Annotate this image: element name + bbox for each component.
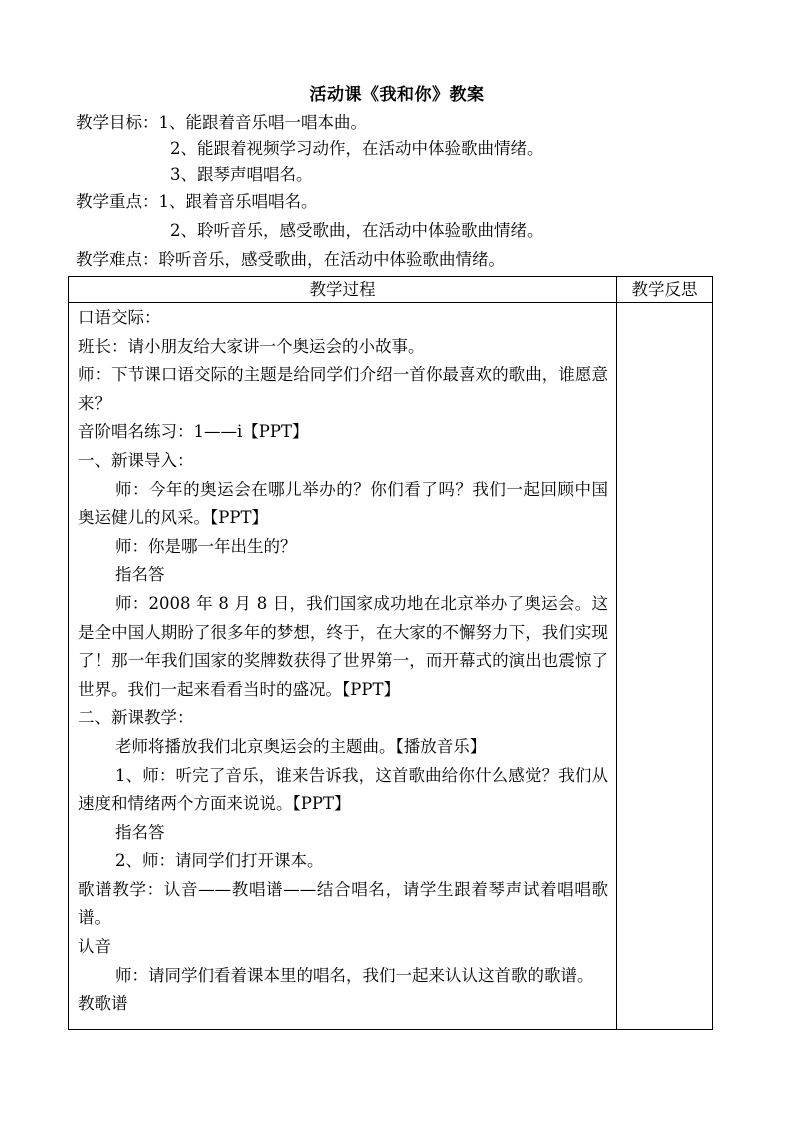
process-cell: [69, 303, 617, 1030]
reflection-cell: [617, 303, 713, 1030]
process-line: 师：今年的奥运会在哪儿举办的？你们看了吗？我们一起回顾中国奥运健儿的风采。【PPT】: [78, 479, 608, 528]
process-line: 师：下节课口语交际的主题是给同学们介绍一首你最喜欢的歌曲，谁愿意来？: [78, 365, 608, 413]
process-line: 一、新课导入：: [78, 450, 194, 470]
process-line: 认音: [78, 937, 111, 957]
header-process: 教学过程: [69, 277, 617, 303]
process-line: 教歌谱: [78, 994, 128, 1014]
table-header-row: [69, 277, 713, 303]
process-line: 指名答: [115, 565, 165, 585]
process-line: 音阶唱名练习：1——i【PPT】: [78, 422, 309, 442]
objective-line: 教学目标：1、能跟着音乐唱一唱本曲。: [76, 113, 367, 132]
process-line: 2、师：请同学们打开课本。: [115, 851, 324, 871]
header-reflection: 教学反思: [617, 277, 713, 303]
process-line: 1、师：听完了音乐，谁来告诉我，这首歌曲给你什么感觉？我们从速度和情绪两个方面来说说。【PPT】: [78, 765, 608, 814]
key-point-line: 教学重点：1、跟着音乐唱唱名。: [76, 192, 318, 211]
document-title: 活动课《我和你》教案: [309, 85, 485, 105]
table-body-row: [69, 303, 713, 1030]
process-line: 师：你是哪一年出生的？: [115, 536, 297, 556]
objective-line: 2、能跟着视频学习动作，在活动中体验歌曲情绪。: [170, 139, 544, 158]
lesson-table: [68, 276, 713, 1030]
process-line: 歌谱教学：认音——教唱谱——结合唱名，请学生跟着琴声试着唱唱歌谱。: [78, 879, 608, 928]
process-line: 师：2008 年 8 月 8 日，我们国家成功地在北京举办了奥运会。这是全中国人期盼了很多年的梦想，终于，在大家的不懈努力下，我们实现了！那一年我们国家的奖牌数获得了世界第一，而开幕式的演出也震惊了世界。我们一起来看看当时的盛况。【PPT】: [78, 593, 608, 699]
process-line: 师：请同学们看着课本里的唱名，我们一起来认认这首歌的歌谱。: [115, 965, 594, 985]
process-line: 班长：请小朋友给大家讲一个奥运会的小故事。: [78, 336, 425, 356]
process-line: 二、新课教学：: [78, 708, 194, 728]
difficulty-line: 教学难点：聆听音乐，感受歌曲，在活动中体验歌曲情绪。: [76, 250, 505, 269]
key-point-line: 2、聆听音乐，感受歌曲，在活动中体验歌曲情绪。: [170, 221, 544, 240]
objective-line: 3、跟琴声唱唱名。: [170, 165, 313, 184]
process-line: 老师将播放我们北京奥运会的主题曲。【播放音乐】: [115, 736, 487, 756]
process-line: 指名答: [115, 822, 165, 842]
process-line: 口语交际：: [78, 308, 161, 327]
